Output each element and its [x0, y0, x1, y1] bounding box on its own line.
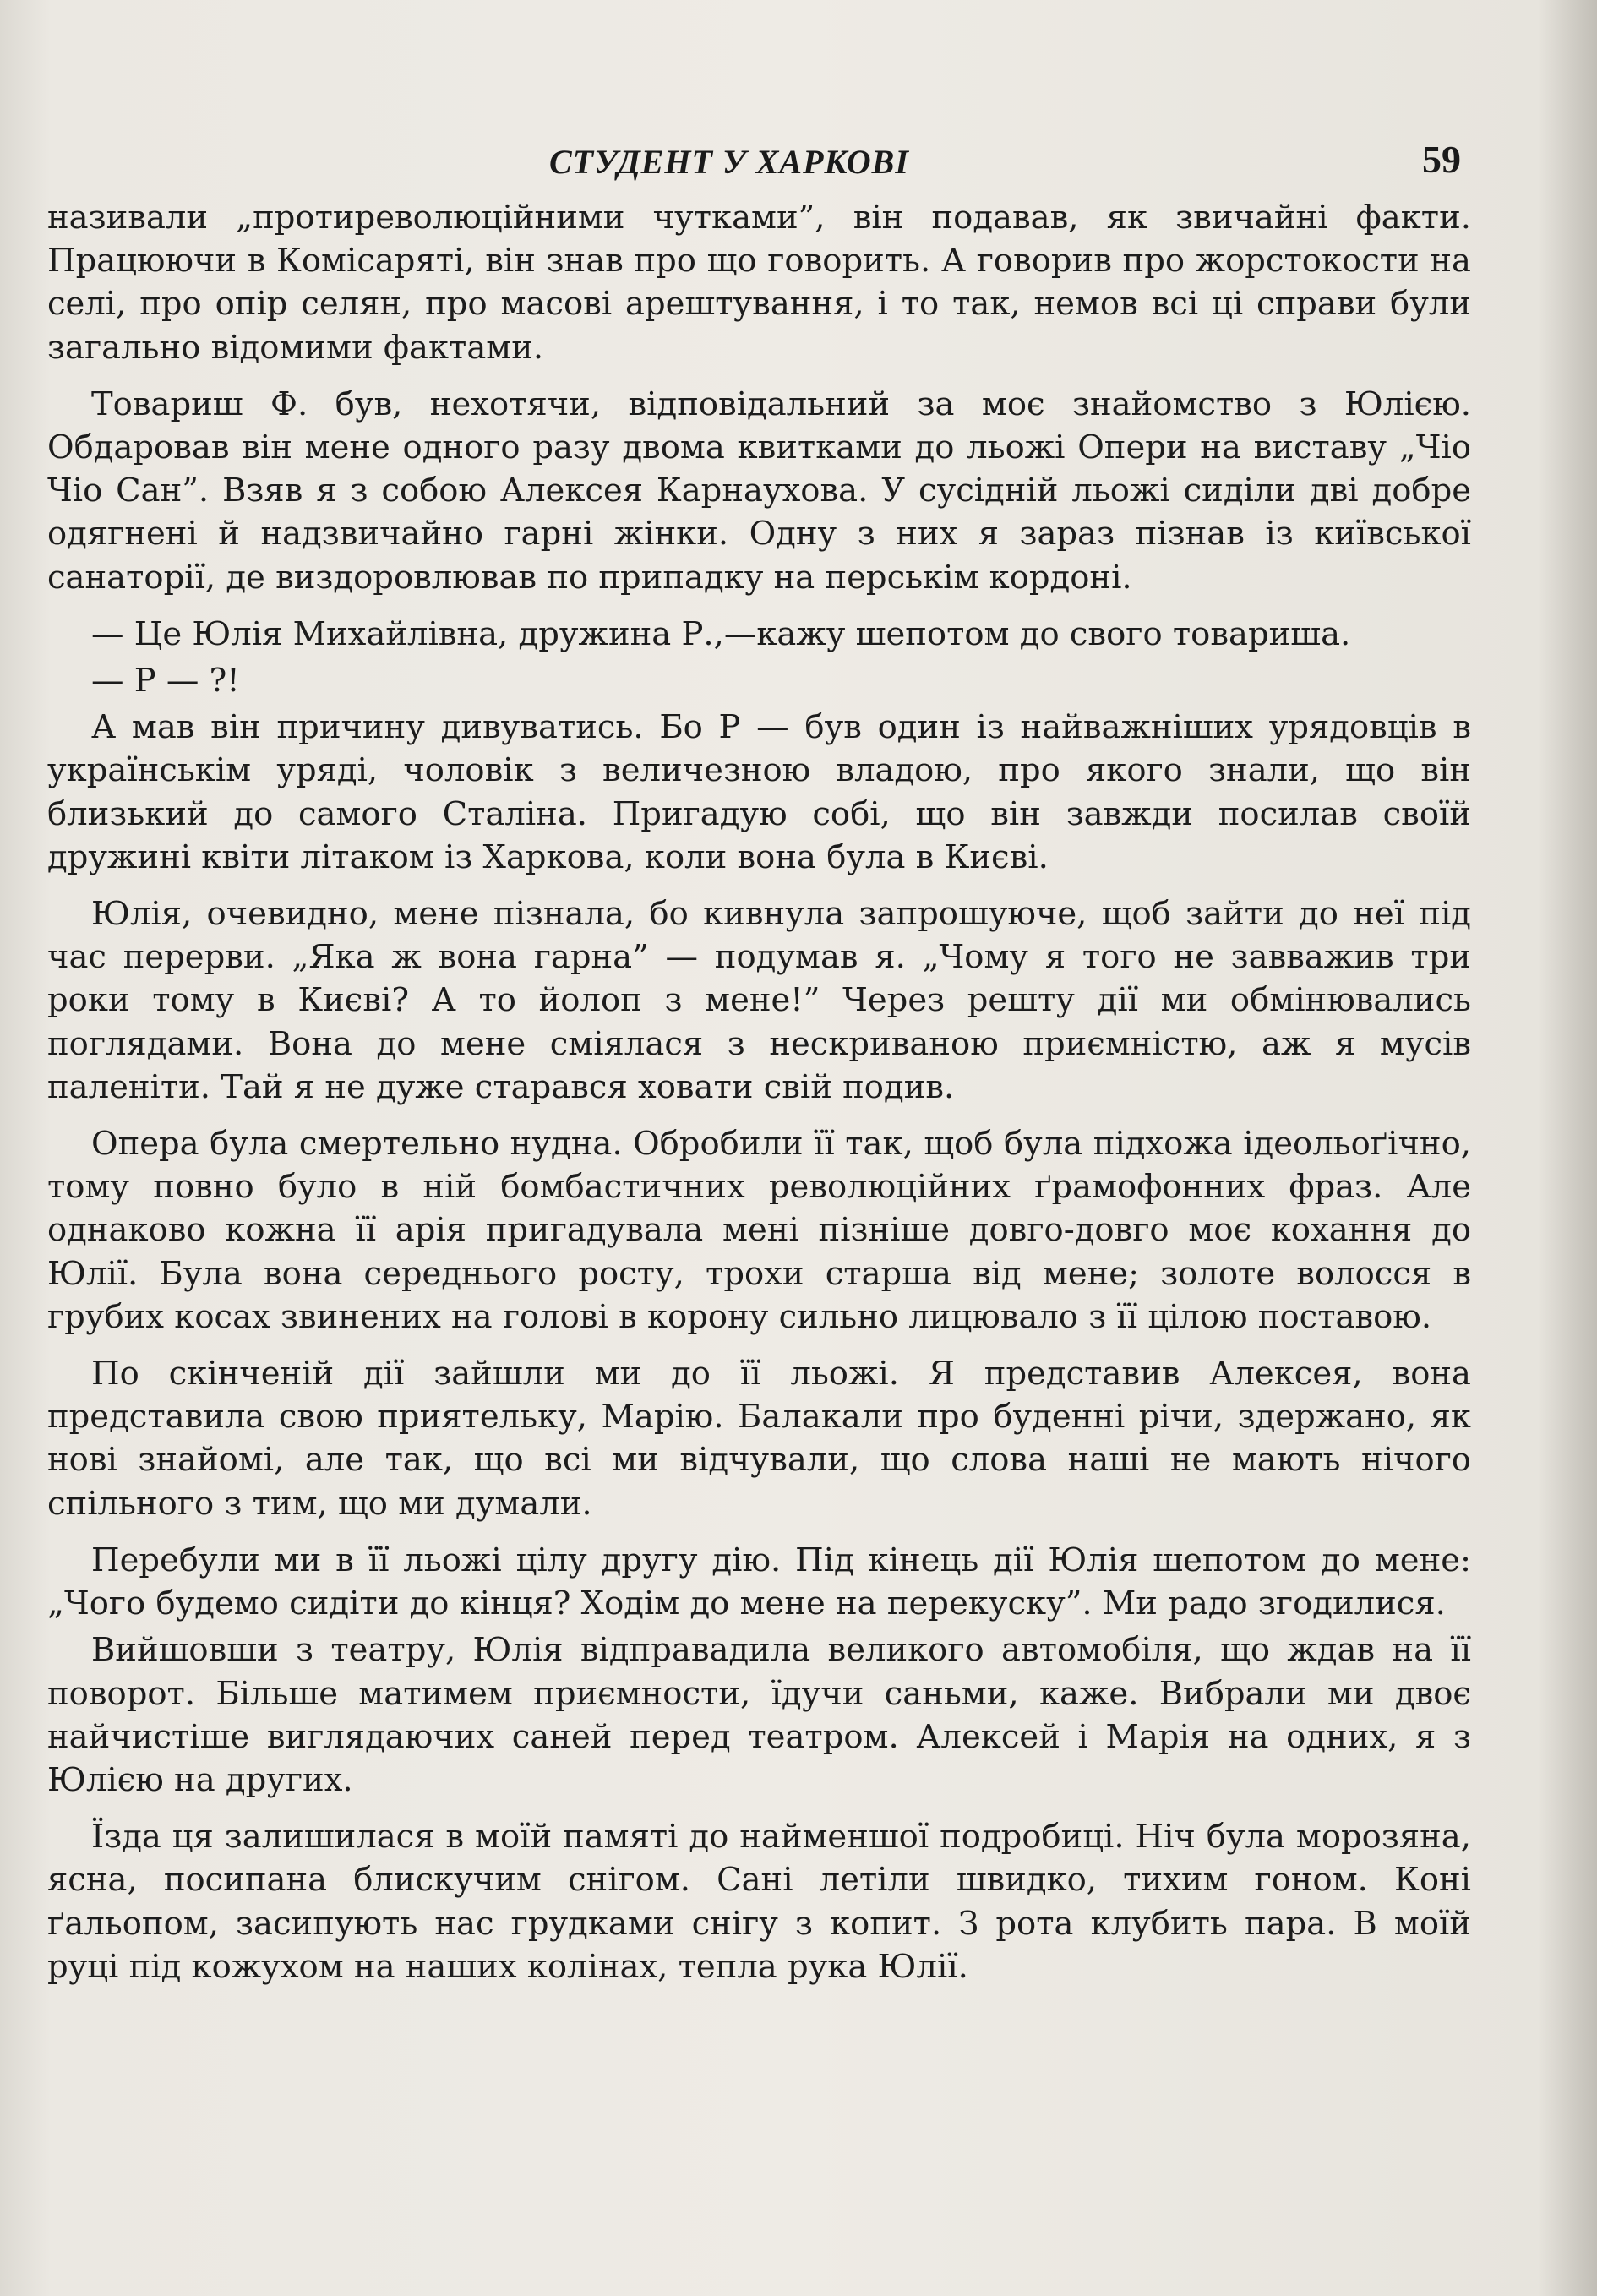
- paragraph-comrade-f: Товариш Ф. був, нехотячи, відповідальний за моє знайомство з Юлією. Обдаровав він мене одного разу двома квитками до льожі Опери на виставу „Чіо Чіо Сан”. Взяв я з собою Алексея Карнаухова. У сусідній льожі сиділи дві добре одягнені й надзвичайно гарні жінки. Одну з них я зараз пізнав із київської санаторії, де виздоровлював по припадку на перськім кордоні.: [47, 384, 1471, 597]
- paragraph-intermission: По скінченій дії зайшли ми до її льожі. Я представив Алексея, вона представила свою приятельку, Марію. Балакали про буденні річи, здержано, як нові знайомі, але так, що всі ми відчували, що слова наші не мають нічого спільного з тим, що ми думали.: [47, 1355, 1471, 1523]
- dialogue-line-1: — Це Юлія Михайлівна, дружина Р.,—кажу шепотом до свого товариша.: [91, 614, 1351, 653]
- page-edge-shadow: [1538, 0, 1597, 2296]
- body-text: [47, 196, 1471, 2002]
- page-header: [0, 134, 1597, 193]
- paragraph-opera: Опера була смертельно нудна. Обробили її так, щоб була підхожа ідеольоґічно, тому повно було в ній бомбастичних революційних ґрамофонних фраз. Але однаково кожна її арія пригадувала мені пізніше довго-довго моє кохання до Юлії. Була вона середнього росту, трохи старша від мене; золоте волосся в грубих косах звинених на голові в корону сильно лицювало з її цілою поставою.: [47, 1125, 1471, 1336]
- dialogue-line-2: — Р — ?!: [91, 662, 240, 701]
- page-number: 59: [1422, 138, 1461, 181]
- paragraph-second-act: Перебули ми в її льожі цілу другу дію. Під кінець дії Юлія шепотом до мене: „Чого будемо сидіти до кінця? Ходім до мене на перекуску”. Ми радо згодилися.: [47, 1541, 1471, 1623]
- paragraph-sleigh-ride: Їзда ця залишилася в моїй памяті до найменшої подробиці. Ніч була морозяна, ясна, посипана блискучим снігом. Сані летіли швидко, тихим гоном. Коні ґальопом, засипують нас грудками снігу з копит. З рота клубить пара. В моїй руці під кожухом на наших колінах, тепла рука Юлії.: [47, 1818, 1471, 1986]
- paragraph-continuation: називали „протиреволюційними чутками”, він подавав, як звичайні факти. Працюючи в Комісаряті, він знав про що говорить. А говорив про жорстокости на селі, про опір селян, про масові арештування, і то так, немов всі ці справи були загально відомими фактами.: [47, 199, 1471, 367]
- paragraph-julia-recognized: Юлія, очевидно, мене пізнала, бо кивнула запрошуюче, щоб зайти до неї під час перерви. „Яка ж вона гарна” — подумав я. „Чому я того не завважив три роки тому в Києві? А то йолоп з мене!” Через решту дії ми обмінювались поглядами. Вона до мене сміялася з нескриваною приємністю, аж я мусів паленіти. Тай я не дуже старався ховати свій подив.: [47, 895, 1471, 1106]
- paragraph-reason: А мав він причину дивуватись. Бо Р — був один із найважніших урядовців в українськім уряді, чоловік з величезною владою, про якого знали, що він близький до самого Сталіна. Пригадую собі, що він завжди посилав своїй дружині квіти літаком із Харкова, коли вона була в Києві.: [47, 708, 1471, 876]
- paragraph-leaving-theatre: Вийшовши з театру, Юлія відправадила великого автомобіля, що ждав на її поворот. Більше матимем приємности, їдучи саньми, каже. Вибрали ми двоє найчистіше виглядаючих саней перед театром. Алексей і Марія на одних, я з Юлією на других.: [47, 1631, 1471, 1799]
- running-title: СТУДЕНТ У ХАРКОВІ: [549, 143, 909, 181]
